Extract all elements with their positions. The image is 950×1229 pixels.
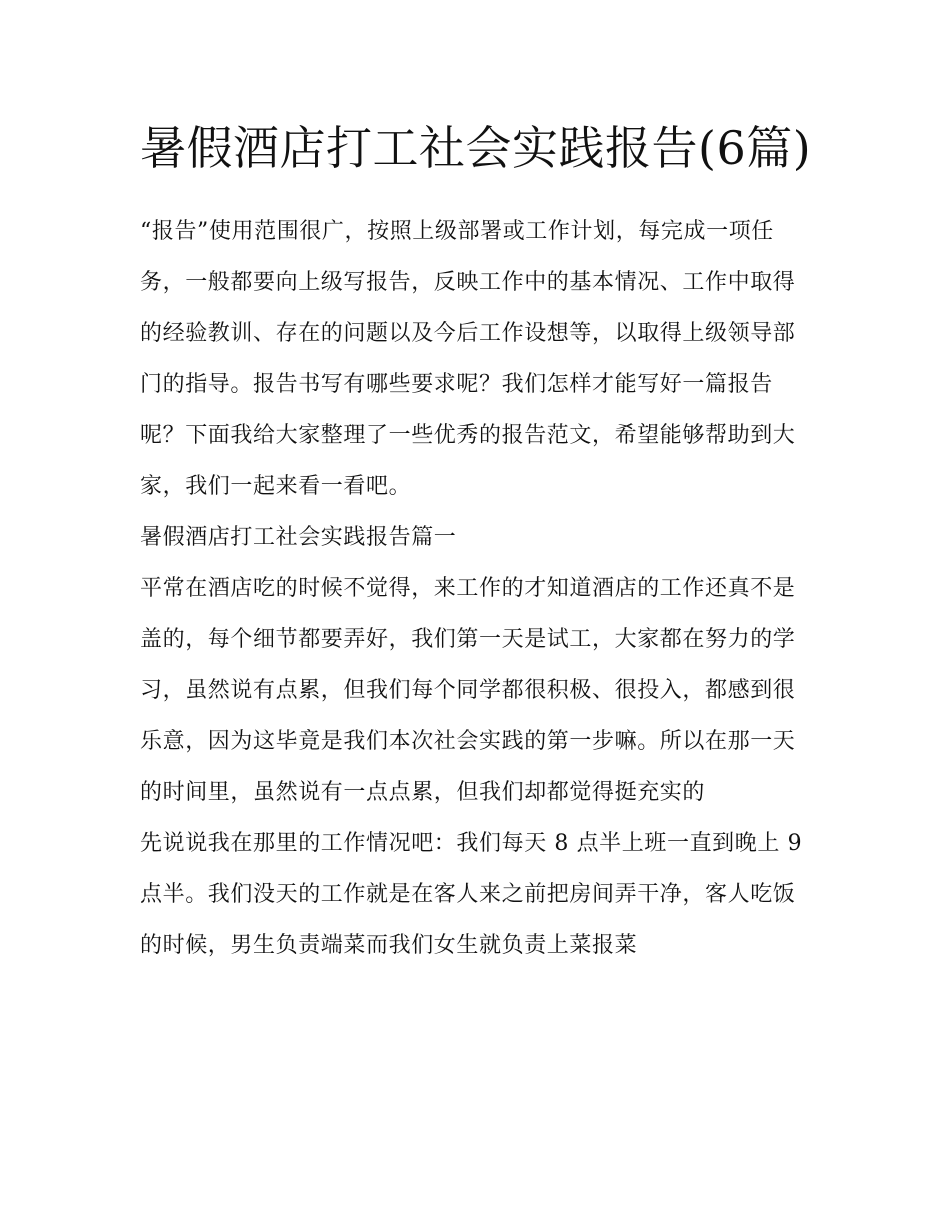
document-title: 暑假酒店打工社会实践报告(6篇) [140,121,812,175]
section-heading: 暑假酒店打工社会实践报告篇一 [140,525,457,550]
document-page [140,112,812,971]
intro-paragraph: “报告”使用范围很广，按照上级部署或工作计划，每完成一项任务，一般都要向上级写报告，反映工作中的基本情况、工作中取得的经验教训、存在的问题以及今后工作设想等，以取得上级领导部门的指导。报告书写有哪些要求呢？我们怎样才能写好一篇报告呢？下面我给大家整理了一些优秀的报告范文，希望能够帮助到大家，我们一起来看一看吧。 [140,219,796,499]
body-paragraph-1: 平常在酒店吃的时候不觉得，来工作的才知道酒店的工作还真不是盖的，每个细节都要弄好，我们第一天是试工，大家都在努力的学习，虽然说有点累，但我们每个同学都很积极、很投入，都感到很乐意，因为这毕竟是我们本次社会实践的第一步嘛。所以在那一天的时间里，虽然说有一点点累，但我们却都觉得挺充实的 [140,576,796,805]
body-paragraph-2: 先说说我在那里的工作情况吧：我们每天 8 点半上班一直到晚上 9 点半。我们没天的工作就是在客人来之前把房间弄干净，客人吃饭的时候，男生负责端菜而我们女生就负责上菜报菜 [140,831,803,958]
